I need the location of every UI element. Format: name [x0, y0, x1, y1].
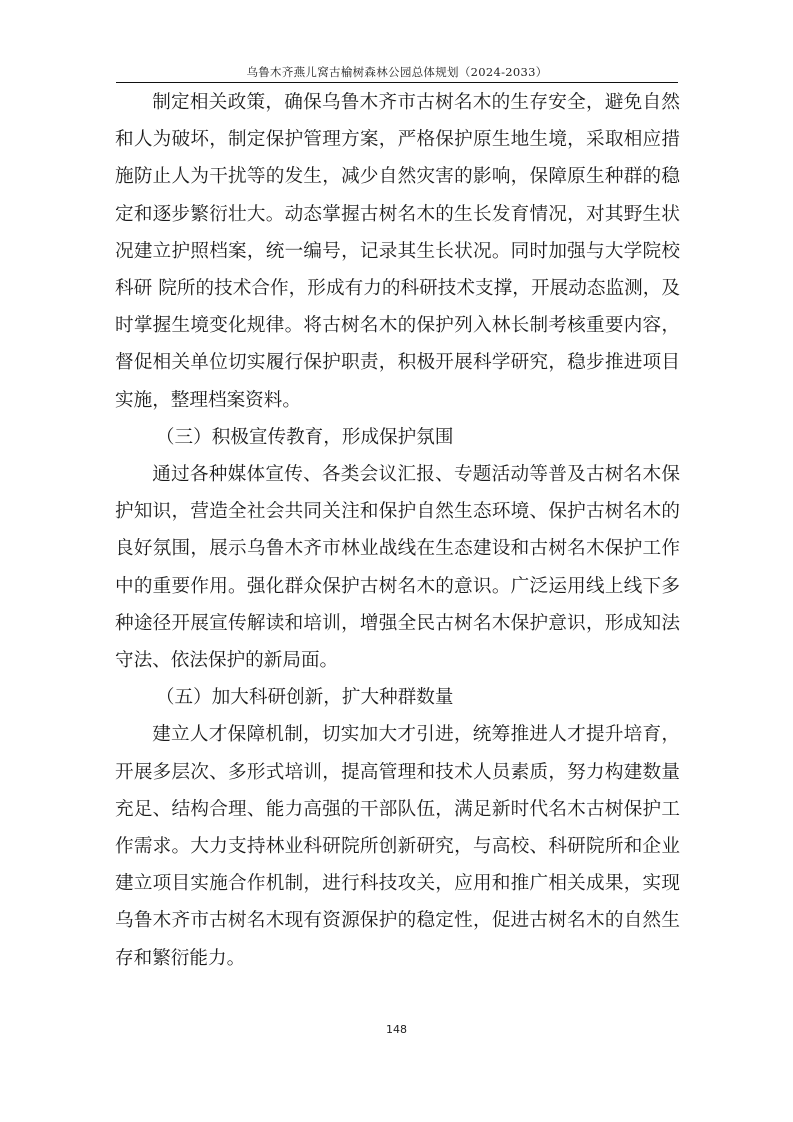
paragraph-research: 建立人才保障机制，切实加大才引进，统筹推进人才提升培育，开展多层次、多形式培训，提高管理和技术人员素质，努力构建数量充足、结构合理、能力高强的干部队伍，满足新时代名木古树保护工作需求。大力支持林业科研院所创新研究，与高校、科研院所和企业建立项目实施合作机制，进行科技攻关，应用和推广相关成果，实现乌鲁木齐市古树名木现有资源保护的稳定性，促进古树名木的自然生存和繁衍能力。: [115, 724, 680, 969]
section-heading-publicity: （三）积极宣传教育，形成保护氛围: [155, 426, 454, 448]
section-heading-research: （五）加大科研创新，扩大种群数量: [155, 687, 454, 709]
paragraph-protection-measures: 制定相关政策，确保乌鲁木齐市古树名木的生存安全，避免自然和人为破坏，制定保护管理方案，严格保护原生地生境，采取相应措施防止人为干扰等的发生，减少自然灾害的影响，保障原生种群的稳定和逐步繁衍壮大。动态掌握古树名木的生长发育情况，对其野生状况建立护照档案，统一编号，记录其生长状况。同时加强与大学院校科研 院所的技术合作，形成有力的科研技术支撑，开展动态监测，及时掌握生境变化规律。将古树名木的保护列入林长制考核重要内容，督促相关单位切实履行保护职责，积极开展科学研究，稳步推进项目实施，整理档案资料。: [115, 92, 680, 411]
header-rule: [116, 82, 678, 83]
page-number: 148: [386, 1023, 407, 1036]
document-body: [115, 84, 680, 977]
paragraph-publicity: 通过各种媒体宣传、各类会议汇报、专题活动等普及古树名木保护知识，营造全社会共同关注和保护自然生态环境、保护古树名木的良好氛围，展示乌鲁木齐市林业战线在生态建设和古树名木保护工作中的重要作用。强化群众保护古树名木的意识。广泛运用线上线下多种途径开展宣传解读和培训，增强全民古树名木保护意识，形成知法守法、依法保护的新局面。: [115, 464, 680, 672]
running-header: 乌鲁木齐燕儿窝古榆树森林公园总体规划（2024-2033）: [246, 65, 548, 79]
